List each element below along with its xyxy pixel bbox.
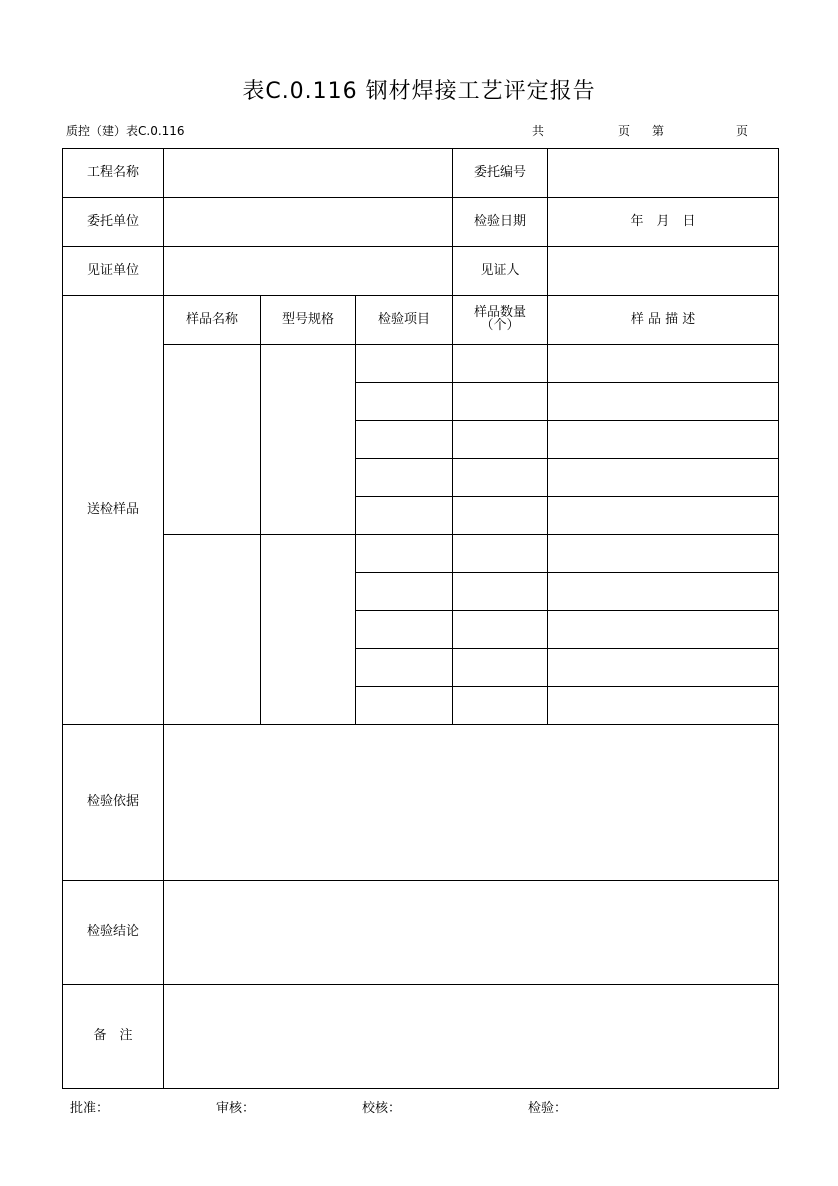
sample-item-field[interactable]	[356, 497, 453, 535]
sample-quantity-header	[453, 296, 548, 345]
witness-person-label: 见证人	[453, 247, 548, 296]
sample-description-header: 样 品 描 述	[548, 296, 779, 345]
sample-quantity-field[interactable]	[453, 421, 548, 459]
sample-spec-header: 型号规格	[261, 296, 356, 345]
commission-unit-label: 委托单位	[63, 198, 164, 247]
sample-quantity-field[interactable]	[453, 535, 548, 573]
sample-quantity-field[interactable]	[453, 687, 548, 725]
row-witness	[63, 247, 779, 296]
review-label: 审核：	[216, 1101, 256, 1116]
sample-item-field[interactable]	[356, 535, 453, 573]
sample-item-field[interactable]	[356, 383, 453, 421]
sample-quantity-field[interactable]	[453, 649, 548, 687]
sample-quantity-field[interactable]	[453, 497, 548, 535]
check-label: 校核：	[362, 1101, 402, 1116]
report-table	[62, 148, 779, 1089]
witness-person-field[interactable]	[548, 247, 779, 296]
inspection-basis-field[interactable]	[164, 725, 779, 881]
inspection-basis-label: 检验依据	[63, 725, 164, 881]
sample-spec-field[interactable]	[261, 345, 356, 535]
row-commission-unit	[63, 198, 779, 247]
row-project	[63, 149, 779, 198]
sample-item-field[interactable]	[356, 421, 453, 459]
commission-no-label: 委托编号	[453, 149, 548, 198]
page-title: 表C.0.116 钢材焊接工艺评定报告	[242, 79, 596, 104]
conclusion-field[interactable]	[164, 881, 779, 985]
sample-description-field[interactable]	[548, 345, 779, 383]
page-number-label: 第	[652, 124, 665, 138]
inspect-label: 检验：	[528, 1101, 568, 1116]
page-unit-label: 页	[618, 124, 631, 138]
row-conclusion	[63, 881, 779, 985]
page-unit-label-2: 页	[736, 124, 749, 138]
approve-label: 批准：	[70, 1101, 110, 1116]
sample-quantity-field[interactable]	[453, 611, 548, 649]
sample-item-field[interactable]	[356, 611, 453, 649]
commission-no-field[interactable]	[548, 149, 779, 198]
sample-item-field[interactable]	[356, 345, 453, 383]
row-remarks	[63, 985, 779, 1089]
sample-header-row	[63, 296, 779, 345]
samples-label: 送检样品	[63, 296, 164, 725]
sample-quantity-unit: （个）	[480, 318, 520, 334]
row-basis	[63, 725, 779, 881]
conclusion-label: 检验结论	[63, 881, 164, 985]
project-name-label: 工程名称	[63, 149, 164, 198]
sample-row	[63, 345, 779, 383]
sample-item-field[interactable]	[356, 459, 453, 497]
sample-item-field[interactable]	[356, 573, 453, 611]
sample-quantity-field[interactable]	[453, 383, 548, 421]
sample-row	[63, 535, 779, 573]
total-pages-label: 共	[532, 124, 545, 138]
sample-quantity-label: 样品数量	[474, 305, 527, 321]
sample-item-field[interactable]	[356, 649, 453, 687]
remarks-field[interactable]	[164, 985, 779, 1089]
project-name-field[interactable]	[164, 149, 453, 198]
sample-quantity-field[interactable]	[453, 573, 548, 611]
sample-description-field[interactable]	[548, 421, 779, 459]
sample-description-field[interactable]	[548, 459, 779, 497]
sample-spec-field[interactable]	[261, 535, 356, 725]
sample-item-field[interactable]	[356, 687, 453, 725]
sample-description-field[interactable]	[548, 383, 779, 421]
sample-description-field[interactable]	[548, 649, 779, 687]
inspection-date-label: 检验日期	[453, 198, 548, 247]
sample-description-field[interactable]	[548, 687, 779, 725]
sample-description-field[interactable]	[548, 535, 779, 573]
commission-unit-field[interactable]	[164, 198, 453, 247]
remarks-label: 备 注	[63, 985, 164, 1089]
sample-name-header: 样品名称	[164, 296, 261, 345]
sample-item-header: 检验项目	[356, 296, 453, 345]
sample-quantity-field[interactable]	[453, 345, 548, 383]
sample-name-field[interactable]	[164, 535, 261, 725]
sample-description-field[interactable]	[548, 573, 779, 611]
witness-unit-label: 见证单位	[63, 247, 164, 296]
sample-quantity-field[interactable]	[453, 459, 548, 497]
witness-unit-field[interactable]	[164, 247, 453, 296]
sample-description-field[interactable]	[548, 497, 779, 535]
sample-name-field[interactable]	[164, 345, 261, 535]
form-code: 质控（建）表C.0.116	[66, 124, 185, 138]
sample-description-field[interactable]	[548, 611, 779, 649]
inspection-date-field[interactable]: 年 月 日	[548, 198, 779, 247]
